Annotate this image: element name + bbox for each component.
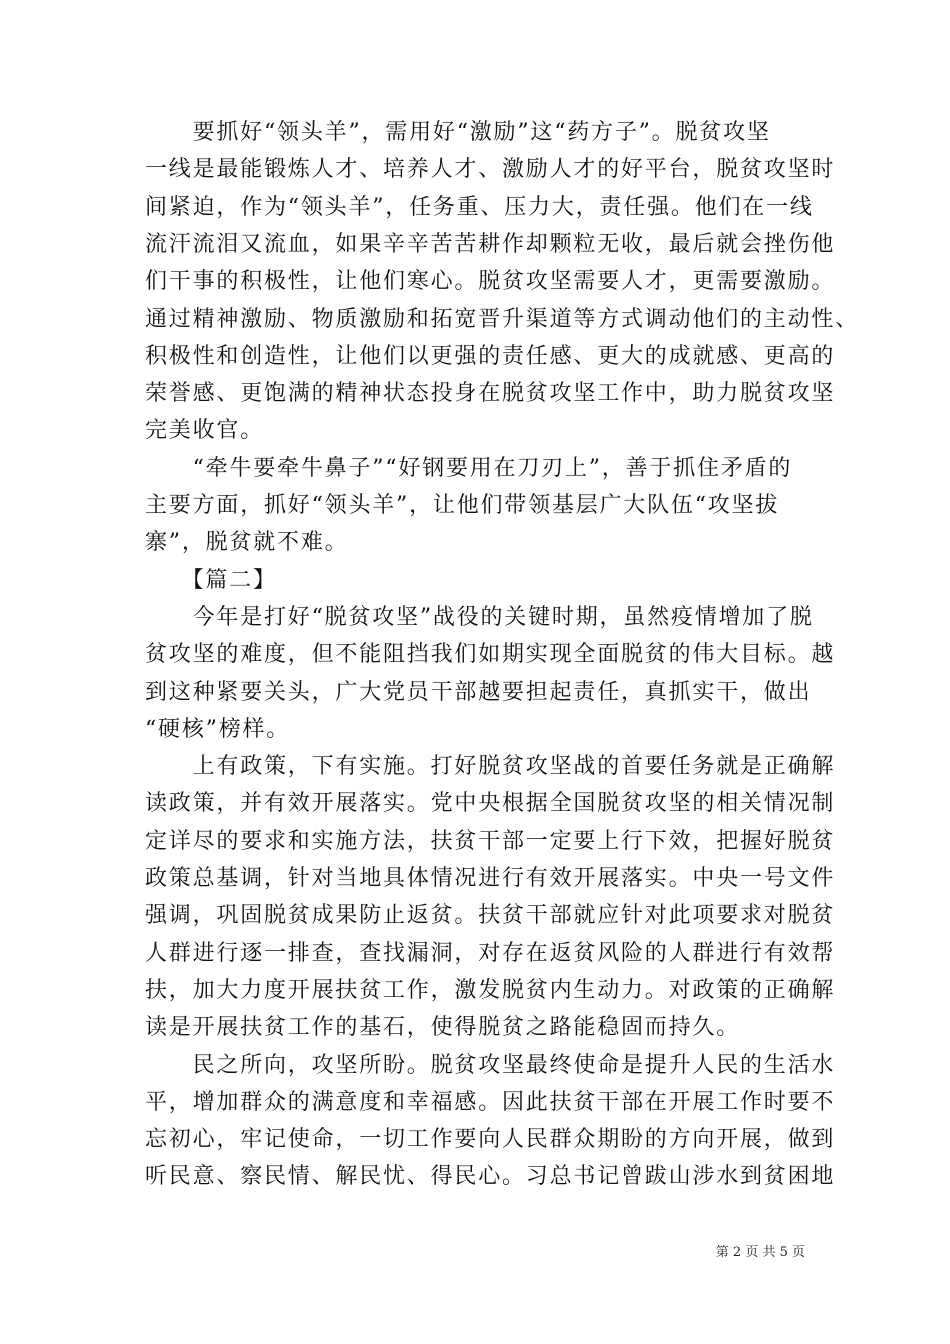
- text-line: 寨”，脱贫就不难。: [145, 530, 349, 556]
- text-line: 扶，加大力度开展扶贫工作，激发脱贫内生动力。对政策的正确解: [145, 977, 836, 1003]
- text-line: 积极性和创造性，让他们以更强的责任感、更大的成就感、更高的: [145, 343, 836, 369]
- text-line: 完美收官。: [145, 418, 265, 444]
- page-number-label: 第 2 页 共 5 页: [715, 1245, 805, 1260]
- text-line: 流汗流泪又流血，如果辛辛苦苦耕作却颗粒无收，最后就会挫伤他: [145, 231, 836, 257]
- text-line: 读是开展扶贫工作的基石，使得脱贫之路能稳固而持久。: [145, 1015, 741, 1041]
- text-line: 上有政策，下有实施。打好脱贫攻坚战的首要任务就是正确解: [145, 754, 836, 780]
- text-line: 贫攻坚的难度，但不能阻挡我们如期实现全面脱贫的伟大目标。越: [145, 642, 836, 668]
- text-line: 强调，巩固脱贫成果防止返贫。扶贫干部就应针对此项要求对脱贫: [145, 903, 836, 929]
- text-line: “牵牛要牵牛鼻子”“好钢要用在刀刃上”，善于抓住矛盾的: [145, 455, 793, 481]
- text-line: 平，增加群众的满意度和幸福感。因此扶贫干部在开展工作时要不: [145, 1089, 836, 1115]
- text-line: 们干事的积极性，让他们寒心。脱贫攻坚需要人才，更需要激励。: [145, 269, 836, 295]
- text-line: 一线是最能锻炼人才、培养人才、激励人才的好平台，脱贫攻坚时: [145, 157, 836, 183]
- section-heading: 【篇二】: [145, 567, 277, 593]
- text-line: 忘初心，牢记使命，一切工作要向人民群众期盼的方向开展，做到: [145, 1127, 836, 1153]
- text-line: “硬核”榜样。: [145, 716, 291, 742]
- text-line: 到这种紧要关头，广大党员干部越要担起责任，真抓实干，做出: [145, 679, 812, 705]
- text-line: 通过精神激励、物质激励和拓宽晋升渠道等方式调动他们的主动性、: [145, 306, 860, 332]
- text-line: 要抓好“领头羊”，需用好“激励”这“药方子”。脱贫攻坚: [145, 120, 771, 145]
- text-line: 人群进行逐一排查，查找漏洞，对存在返贫风险的人群进行有效帮: [145, 940, 836, 966]
- text-line: 政策总基调，针对当地具体情况进行有效开展落实。中央一号文件: [145, 866, 836, 891]
- text-line: 间紧迫，作为“领头羊”，任务重、压力大，责任强。他们在一线: [145, 194, 814, 220]
- text-line: 读政策，并有效开展落实。党中央根据全国脱贫攻坚的相关情况制: [145, 791, 836, 817]
- text-line: 定详尽的要求和实施方法，扶贫干部一定要上行下效，把握好脱贫: [145, 828, 836, 854]
- text-line: 民之所向，攻坚所盼。脱贫攻坚最终使命是提升人民的生活水: [145, 1052, 836, 1078]
- page-number-footer: [716, 1244, 805, 1262]
- text-line: 荣誉感、更饱满的精神状态投身在脱贫攻坚工作中，助力脱贫攻坚: [145, 381, 836, 407]
- text-line: 听民意、察民情、解民忧、得民心。习总书记曾跋山涉水到贫困地: [145, 1164, 836, 1190]
- text-line: 主要方面，抓好“领头羊”，让他们带领基层广大队伍“攻坚拔: [145, 493, 780, 518]
- text-line: 今年是打好“脱贫攻坚”战役的关键时期，虽然疫情增加了脱: [145, 604, 814, 630]
